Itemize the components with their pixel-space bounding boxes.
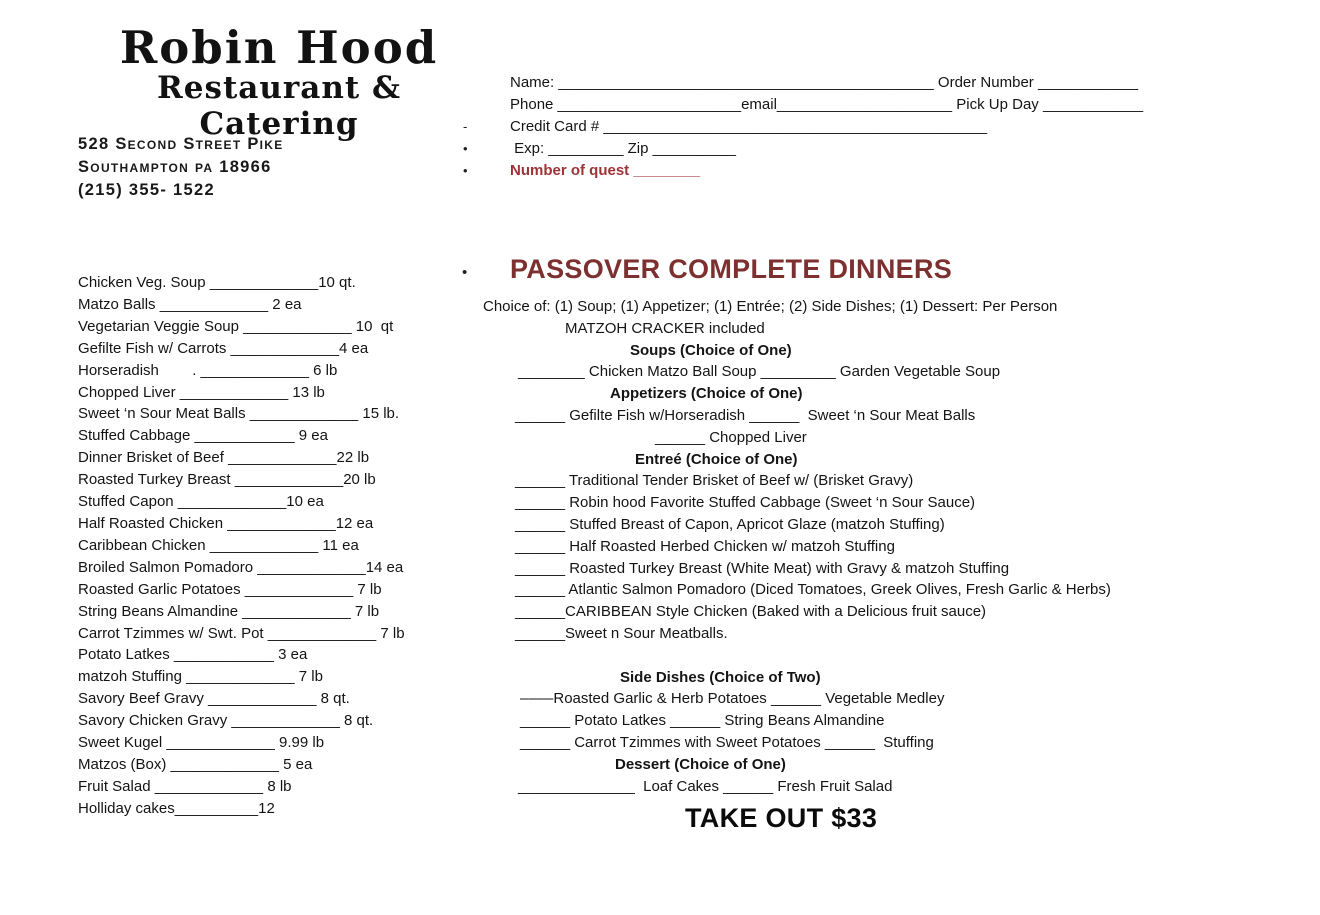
price-list-item: Matzos (Box) _____________ 5 ea bbox=[78, 755, 313, 773]
menu-line-entree-caribbean: ______CARIBBEAN Style Chicken (Baked with a Delicious fruit sauce) bbox=[515, 603, 987, 621]
order-form-row bbox=[460, 94, 1143, 116]
section-header-dessert: Dessert (Choice of One) bbox=[615, 755, 786, 773]
price-list-item: Savory Chicken Gravy _____________ 8 qt. bbox=[78, 712, 374, 730]
address-street: 528 Second Street Pike bbox=[78, 135, 284, 153]
bullet-icon: • bbox=[463, 163, 468, 178]
order-form bbox=[460, 72, 1143, 182]
price-list-item: Caribbean Chicken _____________ 11 ea bbox=[78, 536, 359, 554]
logo-name: Robin Hood bbox=[119, 21, 439, 74]
dash-bullet-icon: - bbox=[463, 119, 468, 134]
price-list-item: Roasted Garlic Potatoes _____________ 7 lb bbox=[78, 580, 382, 598]
price-list-item: Stuffed Cabbage ____________ 9 ea bbox=[78, 427, 328, 445]
menu-line-entree-brisket: ______ Traditional Tender Brisket of Beef w/ (Brisket Gravy) bbox=[515, 472, 914, 490]
menu-line-soup-choices: ________ Chicken Matzo Ball Soup _________ Garden Vegetable Soup bbox=[518, 363, 1001, 381]
restaurant-phone: (215) 355- 1522 bbox=[78, 181, 215, 199]
price-list-item: Broiled Salmon Pomadoro _____________14 ea bbox=[78, 558, 404, 576]
price-list-item: Gefilte Fish w/ Carrots _____________4 ea bbox=[78, 339, 369, 357]
price-list-item: Stuffed Capon _____________10 ea bbox=[78, 493, 324, 511]
menu-subtitle: Choice of: (1) Soup; (1) Appetizer; (1) Entrée; (2) Side Dishes; (1) Dessert: Per Person bbox=[483, 298, 1058, 315]
section-header-side-dishes: Side Dishes (Choice of Two) bbox=[620, 668, 821, 686]
name-and-order-number-fields: Name: _____________________________________________ Order Number ____________ bbox=[510, 74, 1139, 91]
address-city-state-zip: Southampton pa 18966 bbox=[78, 158, 272, 176]
price-list-item: Chopped Liver _____________ 13 lb bbox=[78, 383, 325, 401]
price-list bbox=[78, 272, 405, 820]
menu-title: PASSOVER COMPLETE DINNERS bbox=[510, 254, 953, 284]
bullet-icon: • bbox=[462, 264, 468, 281]
price-list-item: Sweet ‘n Sour Meat Balls _____________ 15 lb. bbox=[78, 405, 400, 423]
price-list-item: Dinner Brisket of Beef _____________22 lb bbox=[78, 449, 370, 467]
credit-card-field: Credit Card # ______________________________________________ bbox=[510, 118, 988, 135]
menu-line-entree-capon: ______ Stuffed Breast of Capon, Apricot Glaze (matzoh Stuffing) bbox=[515, 515, 945, 533]
exp-zip-fields: Exp: _________ Zip __________ bbox=[510, 140, 737, 157]
bullet-icon: • bbox=[463, 141, 468, 156]
order-form-row bbox=[460, 116, 1143, 138]
menu-line-entree-meatballs: ______Sweet n Sour Meatballs. bbox=[515, 624, 728, 642]
order-form-row bbox=[460, 72, 1143, 94]
price-list-item: Carrot Tzimmes w/ Swt. Pot _____________ 7 lb bbox=[78, 624, 405, 642]
price-list-item: matzoh Stuffing _____________ 7 lb bbox=[78, 668, 323, 686]
menu-line-entree-turkey: ______ Roasted Turkey Breast (White Meat) with Gravy & matzoh Stuffing bbox=[515, 559, 1010, 577]
takeout-price: TAKE OUT $33 bbox=[685, 803, 878, 834]
menu-line-chopped-liver: ______ Chopped Liver bbox=[655, 428, 807, 446]
bullet-spacer bbox=[460, 72, 510, 94]
price-list-item: Savory Beef Gravy _____________ 8 qt. bbox=[78, 690, 350, 708]
order-form-row bbox=[460, 138, 1143, 160]
menu-line-entree-salmon: ______ Atlantic Salmon Pomadoro (Diced Tomatoes, Greek Olives, Fresh Garlic & Herbs) bbox=[515, 581, 1111, 599]
price-list-item: Vegetarian Veggie Soup _____________ 10 qt bbox=[78, 317, 394, 335]
restaurant-address bbox=[78, 133, 284, 202]
price-list-item: Half Roasted Chicken _____________12 ea bbox=[78, 514, 374, 532]
price-list-item: String Beans Almandine _____________ 7 lb bbox=[78, 602, 380, 620]
section-header-soups: Soups (Choice of One) bbox=[630, 341, 792, 359]
menu-title-row bbox=[462, 252, 1260, 286]
number-of-guests-field: Number of quest ________ bbox=[510, 162, 701, 179]
price-list-item: Fruit Salad _____________ 8 lb bbox=[78, 777, 292, 795]
section-header-appetizers: Appetizers (Choice of One) bbox=[610, 385, 803, 403]
price-list-item: Potato Latkes ____________ 3 ea bbox=[78, 646, 308, 664]
menu-line-entree-chicken: ______ Half Roasted Herbed Chicken w/ matzoh Stuffing bbox=[515, 537, 895, 555]
price-list-item: Holliday cakes__________12 bbox=[78, 799, 275, 817]
menu-line-sides-potatoes: ––––Roasted Garlic & Herb Potatoes ______ Vegetable Medley bbox=[520, 690, 945, 708]
menu-line-sides-latkes: ______ Potato Latkes ______ String Beans Almandine bbox=[520, 712, 885, 730]
restaurant-logo bbox=[80, 21, 478, 143]
price-list-item: Roasted Turkey Breast _____________20 lb bbox=[78, 471, 376, 489]
bullet-spacer bbox=[460, 94, 510, 116]
price-list-item: Chicken Veg. Soup _____________10 qt. bbox=[78, 274, 356, 291]
order-form-row bbox=[460, 160, 1143, 182]
menu-line-appetizer-choices: ______ Gefilte Fish w/Horseradish ______ Sweet ‘n Sour Meat Balls bbox=[515, 406, 976, 424]
price-list-item: Matzo Balls _____________ 2 ea bbox=[78, 295, 302, 313]
price-list-item: Sweet Kugel _____________ 9.99 lb bbox=[78, 734, 325, 752]
phone-email-pickup-fields: Phone ______________________email_____________________ Pick Up Day ____________ bbox=[510, 96, 1144, 113]
price-list-item: Horseradish . _____________ 6 lb bbox=[78, 361, 338, 379]
passover-menu bbox=[462, 252, 1260, 834]
menu-line-entree-cabbage: ______ Robin hood Favorite Stuffed Cabbage (Sweet ‘n Sour Sauce) bbox=[515, 494, 976, 512]
section-header-entree: Entreé (Choice of One) bbox=[635, 450, 798, 468]
menu-line-sides-tzimmes: ______ Carrot Tzimmes with Sweet Potatoes ______ Stuffing bbox=[520, 733, 934, 751]
menu-line-dessert-choices: ______________ Loaf Cakes ______ Fresh Fruit Salad bbox=[518, 777, 893, 795]
spacer-line bbox=[480, 645, 1260, 667]
matzoh-cracker-note: MATZOH CRACKER included bbox=[565, 319, 765, 337]
logo-tagline: Restaurant & Catering bbox=[157, 70, 401, 142]
